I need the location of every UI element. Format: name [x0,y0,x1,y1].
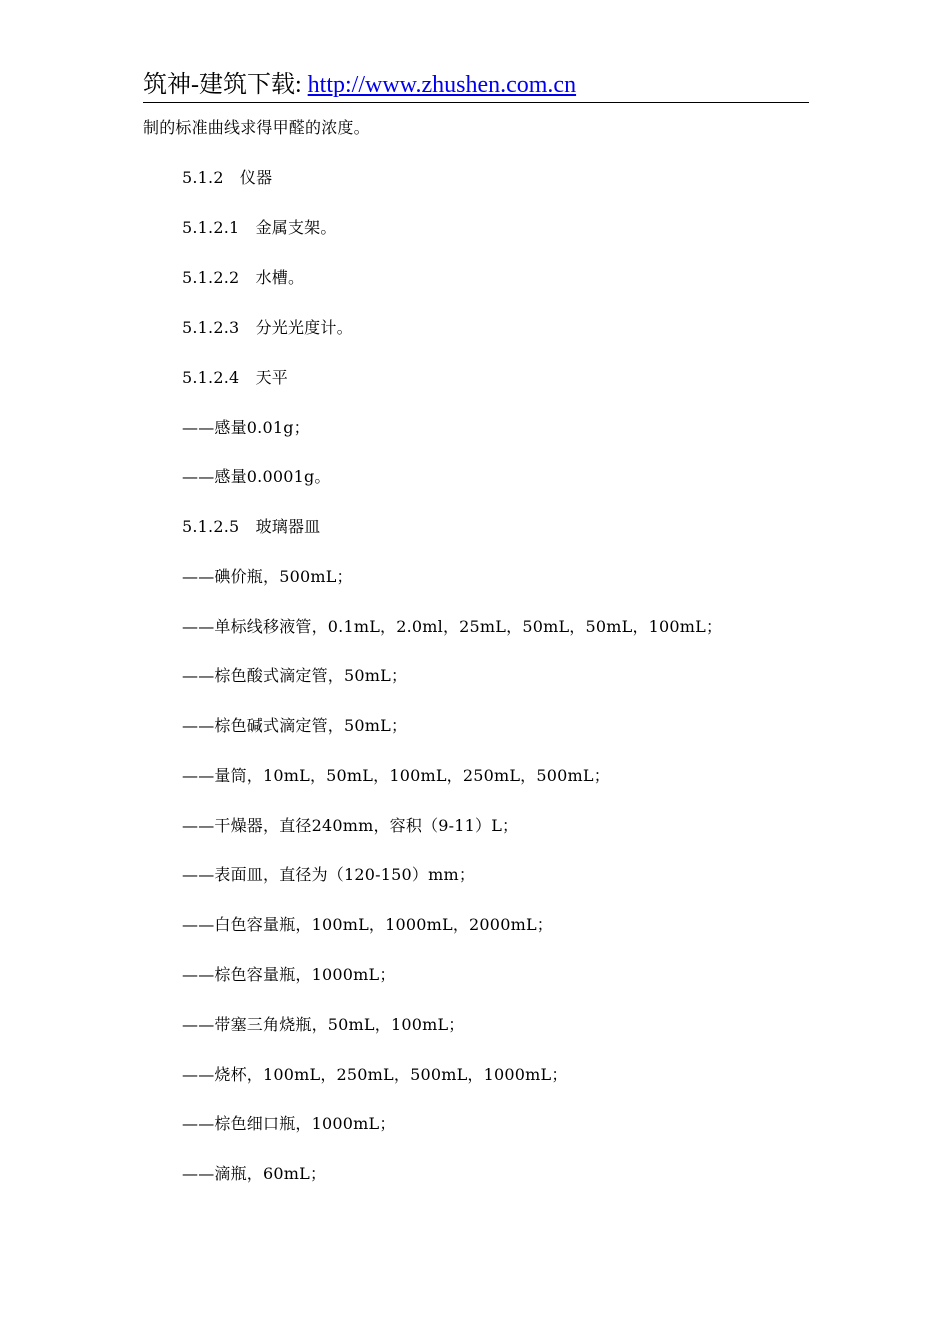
site-name: 筑神-建筑下载: [143,72,308,98]
glassware-list-item: ——白色容量瓶，100mL，1000mL，2000mL； [182,915,553,934]
balance-sensitivity-2: ——感量0.0001g。 [182,467,331,486]
item-glassware: 5.1.2.5 玻璃器皿 [182,517,321,536]
item-spectrophotometer: 5.1.2.3 分光光度计。 [182,318,353,337]
glassware-list-item: ——碘价瓶，500mL； [182,567,353,586]
glassware-list-item: ——棕色容量瓶，1000mL； [182,965,396,984]
item-balance: 5.1.2.4 天平 [182,368,288,387]
glassware-list-item: ——单标线移液管，0.1mL，2.0ml，25mL，50mL，50mL，100mL； [182,617,723,636]
glassware-list-item: ——棕色细口瓶，1000mL； [182,1114,396,1133]
item-metal-stand: 5.1.2.1 金属支架。 [182,218,337,237]
glassware-list-item: ——带塞三角烧瓶，50mL，100mL； [182,1015,465,1034]
glassware-list-item: ——滴瓶，60mL； [182,1164,327,1183]
balance-sensitivity-1: ——感量0.01g； [182,418,310,437]
section-instruments-heading: 5.1.2 仪器 [182,168,273,187]
glassware-list-item: ——干燥器，直径240mm，容积（9-11）L； [182,816,519,835]
glassware-list-item: ——量筒，10mL，50mL，100mL，250mL，500mL； [182,766,610,785]
page-header [143,68,809,103]
glassware-list-item: ——烧杯，100mL，250mL，500mL，1000mL； [182,1065,568,1084]
intro-text: 制的标准曲线求得甲醛的浓度。 [143,118,370,137]
site-url-link[interactable]: http://www.zhushen.com.cn [307,72,577,98]
glassware-list-item: ——表面皿，直径为（120-150）mm； [182,865,476,884]
glassware-list-item: ——棕色碱式滴定管，50mL； [182,716,408,735]
glassware-list-item: ——棕色酸式滴定管，50mL； [182,666,408,685]
item-water-tank: 5.1.2.2 水槽。 [182,268,305,287]
